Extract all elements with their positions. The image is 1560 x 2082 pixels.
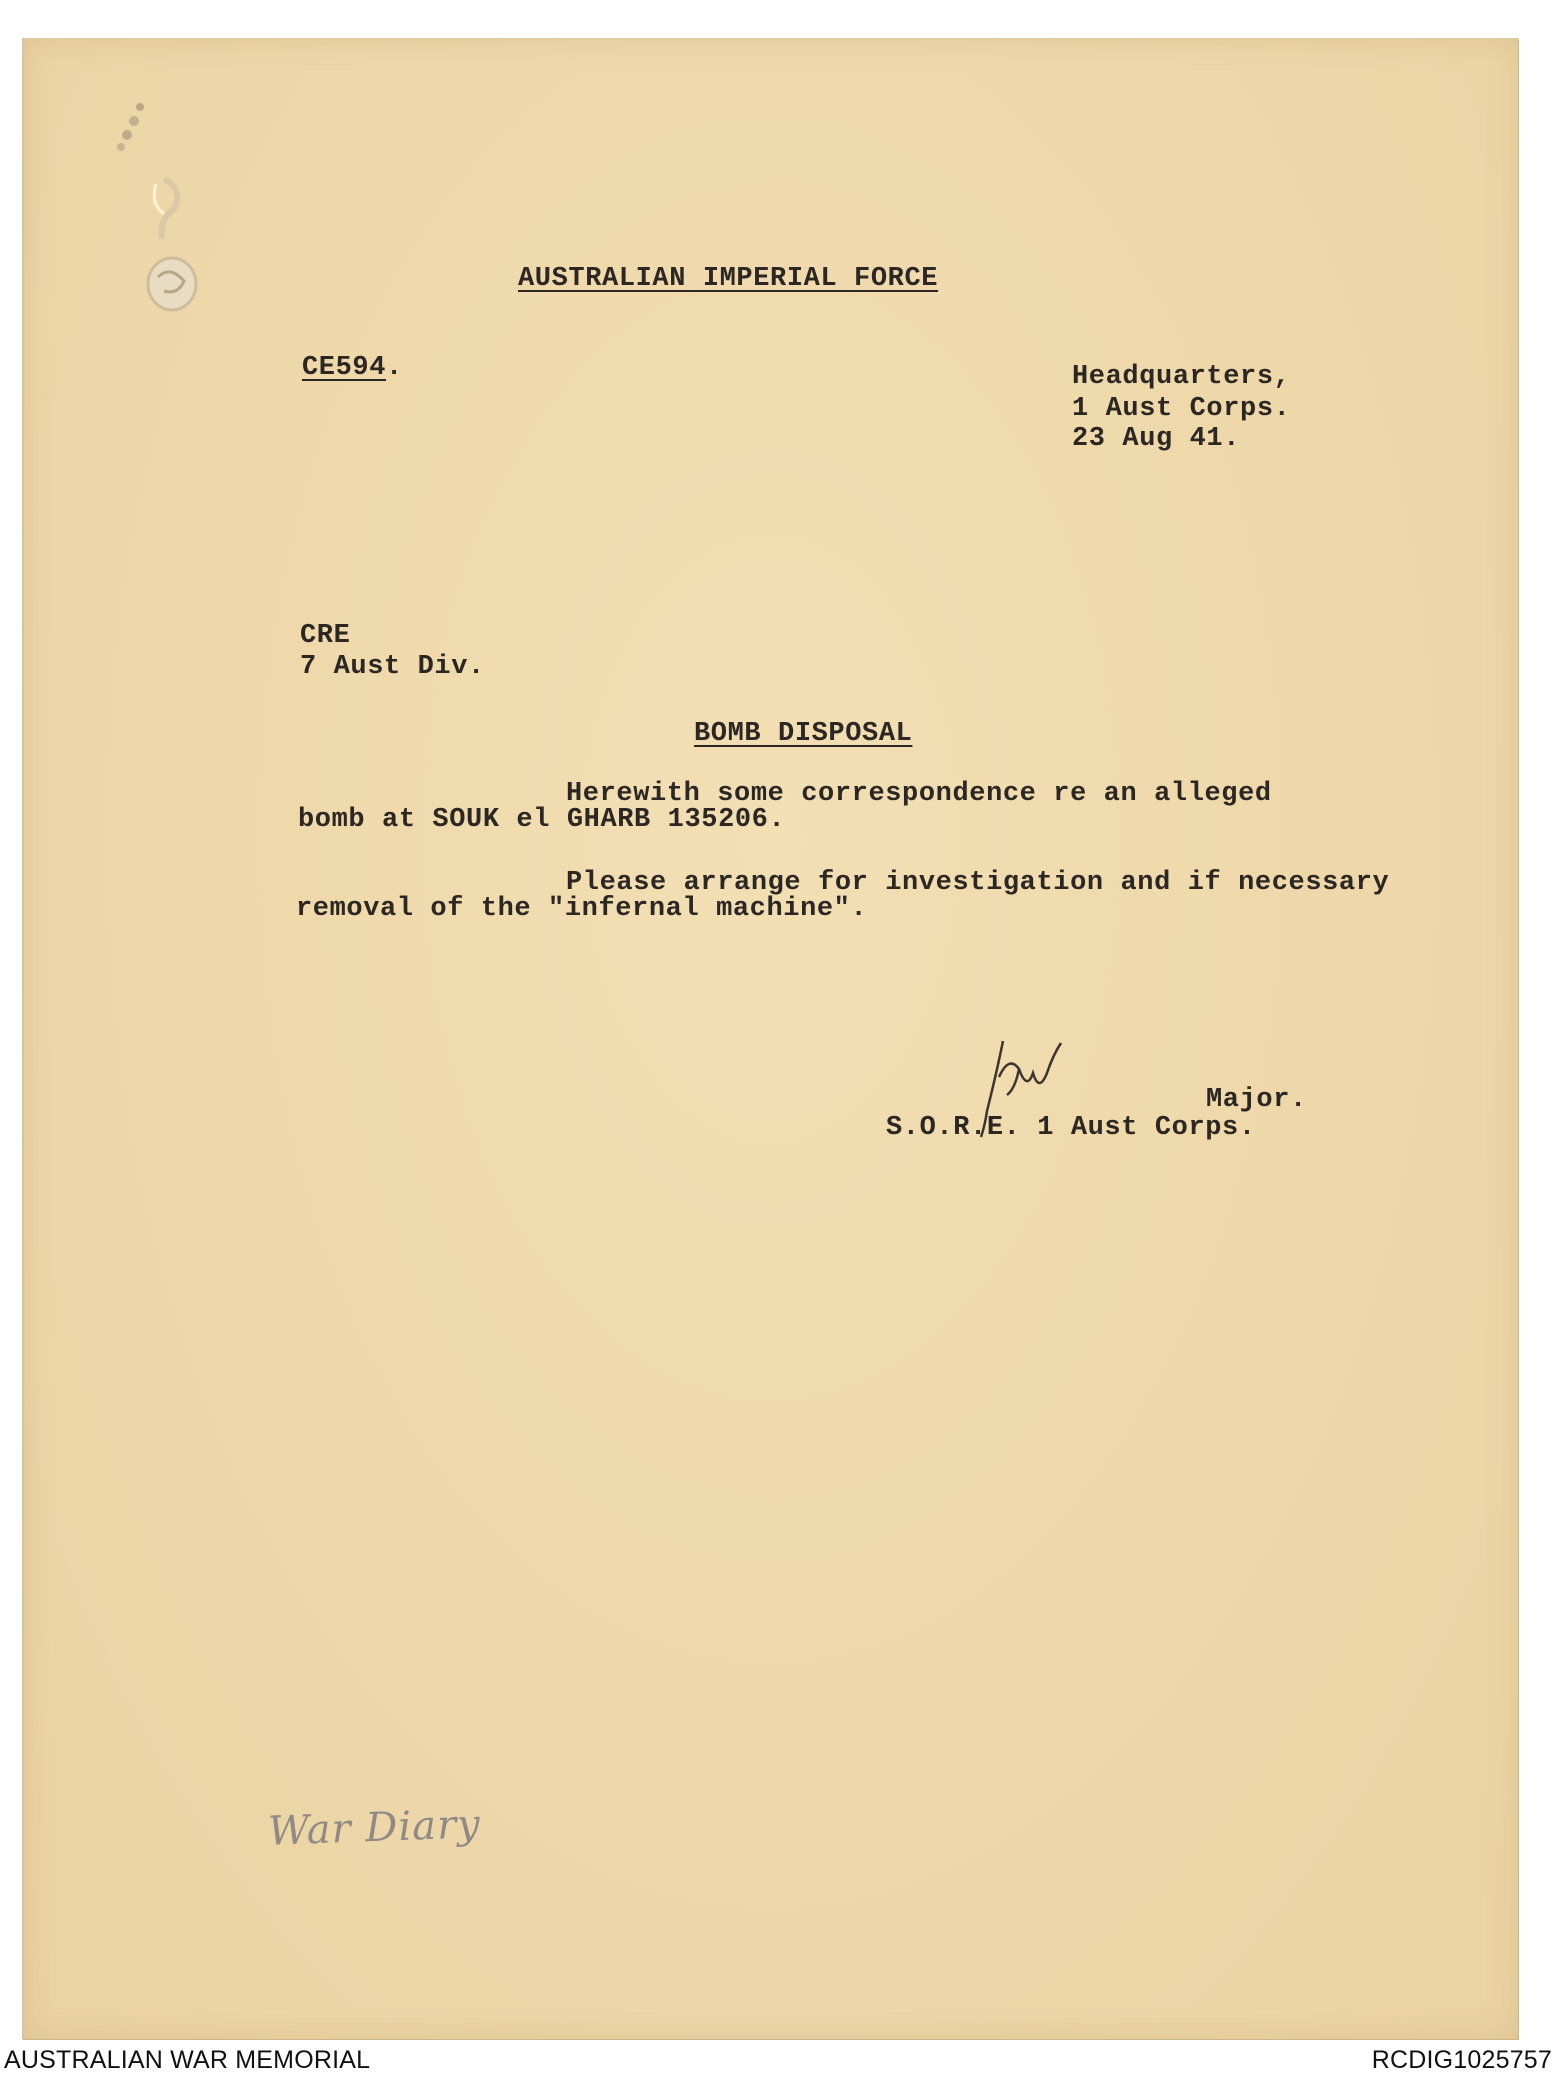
signatory-title: S.O.R.E. 1 Aust Corps.: [886, 1113, 1256, 1143]
paragraph-2-line-1: Please arrange for investigation and if necessary: [566, 868, 1390, 898]
handwritten-note: War Diary: [267, 1801, 482, 1855]
footer-archive-name: AUSTRALIAN WAR MEMORIAL: [4, 2046, 371, 2074]
document-heading: AUSTRALIAN IMPERIAL FORCE: [518, 264, 939, 294]
reference-number: [302, 352, 403, 384]
footer-record-id: RCDIG1025757: [1371, 2046, 1552, 2074]
document-date: 23 Aug 41.: [1072, 424, 1241, 454]
paragraph-1-line-2: bomb at SOUK el GHARB 135206.: [298, 805, 786, 835]
paragraph-1-line-1: Herewith some correspondence re an alleged: [566, 779, 1272, 809]
document-page: [22, 38, 1518, 2039]
signatory-rank: Major.: [1206, 1085, 1307, 1115]
sender-headquarters: Headquarters,: [1072, 362, 1291, 392]
paragraph-2-line-2: removal of the "infernal machine".: [296, 894, 868, 924]
reference-code: CE594: [302, 353, 387, 383]
subject-heading: BOMB DISPOSAL: [694, 719, 913, 749]
recipient-line-2: 7 Aust Div.: [300, 652, 485, 682]
reference-suffix: .: [386, 353, 403, 383]
sender-unit: 1 Aust Corps.: [1072, 394, 1291, 424]
embossed-seal-mark: [94, 79, 234, 319]
recipient-line-1: CRE: [300, 621, 351, 651]
